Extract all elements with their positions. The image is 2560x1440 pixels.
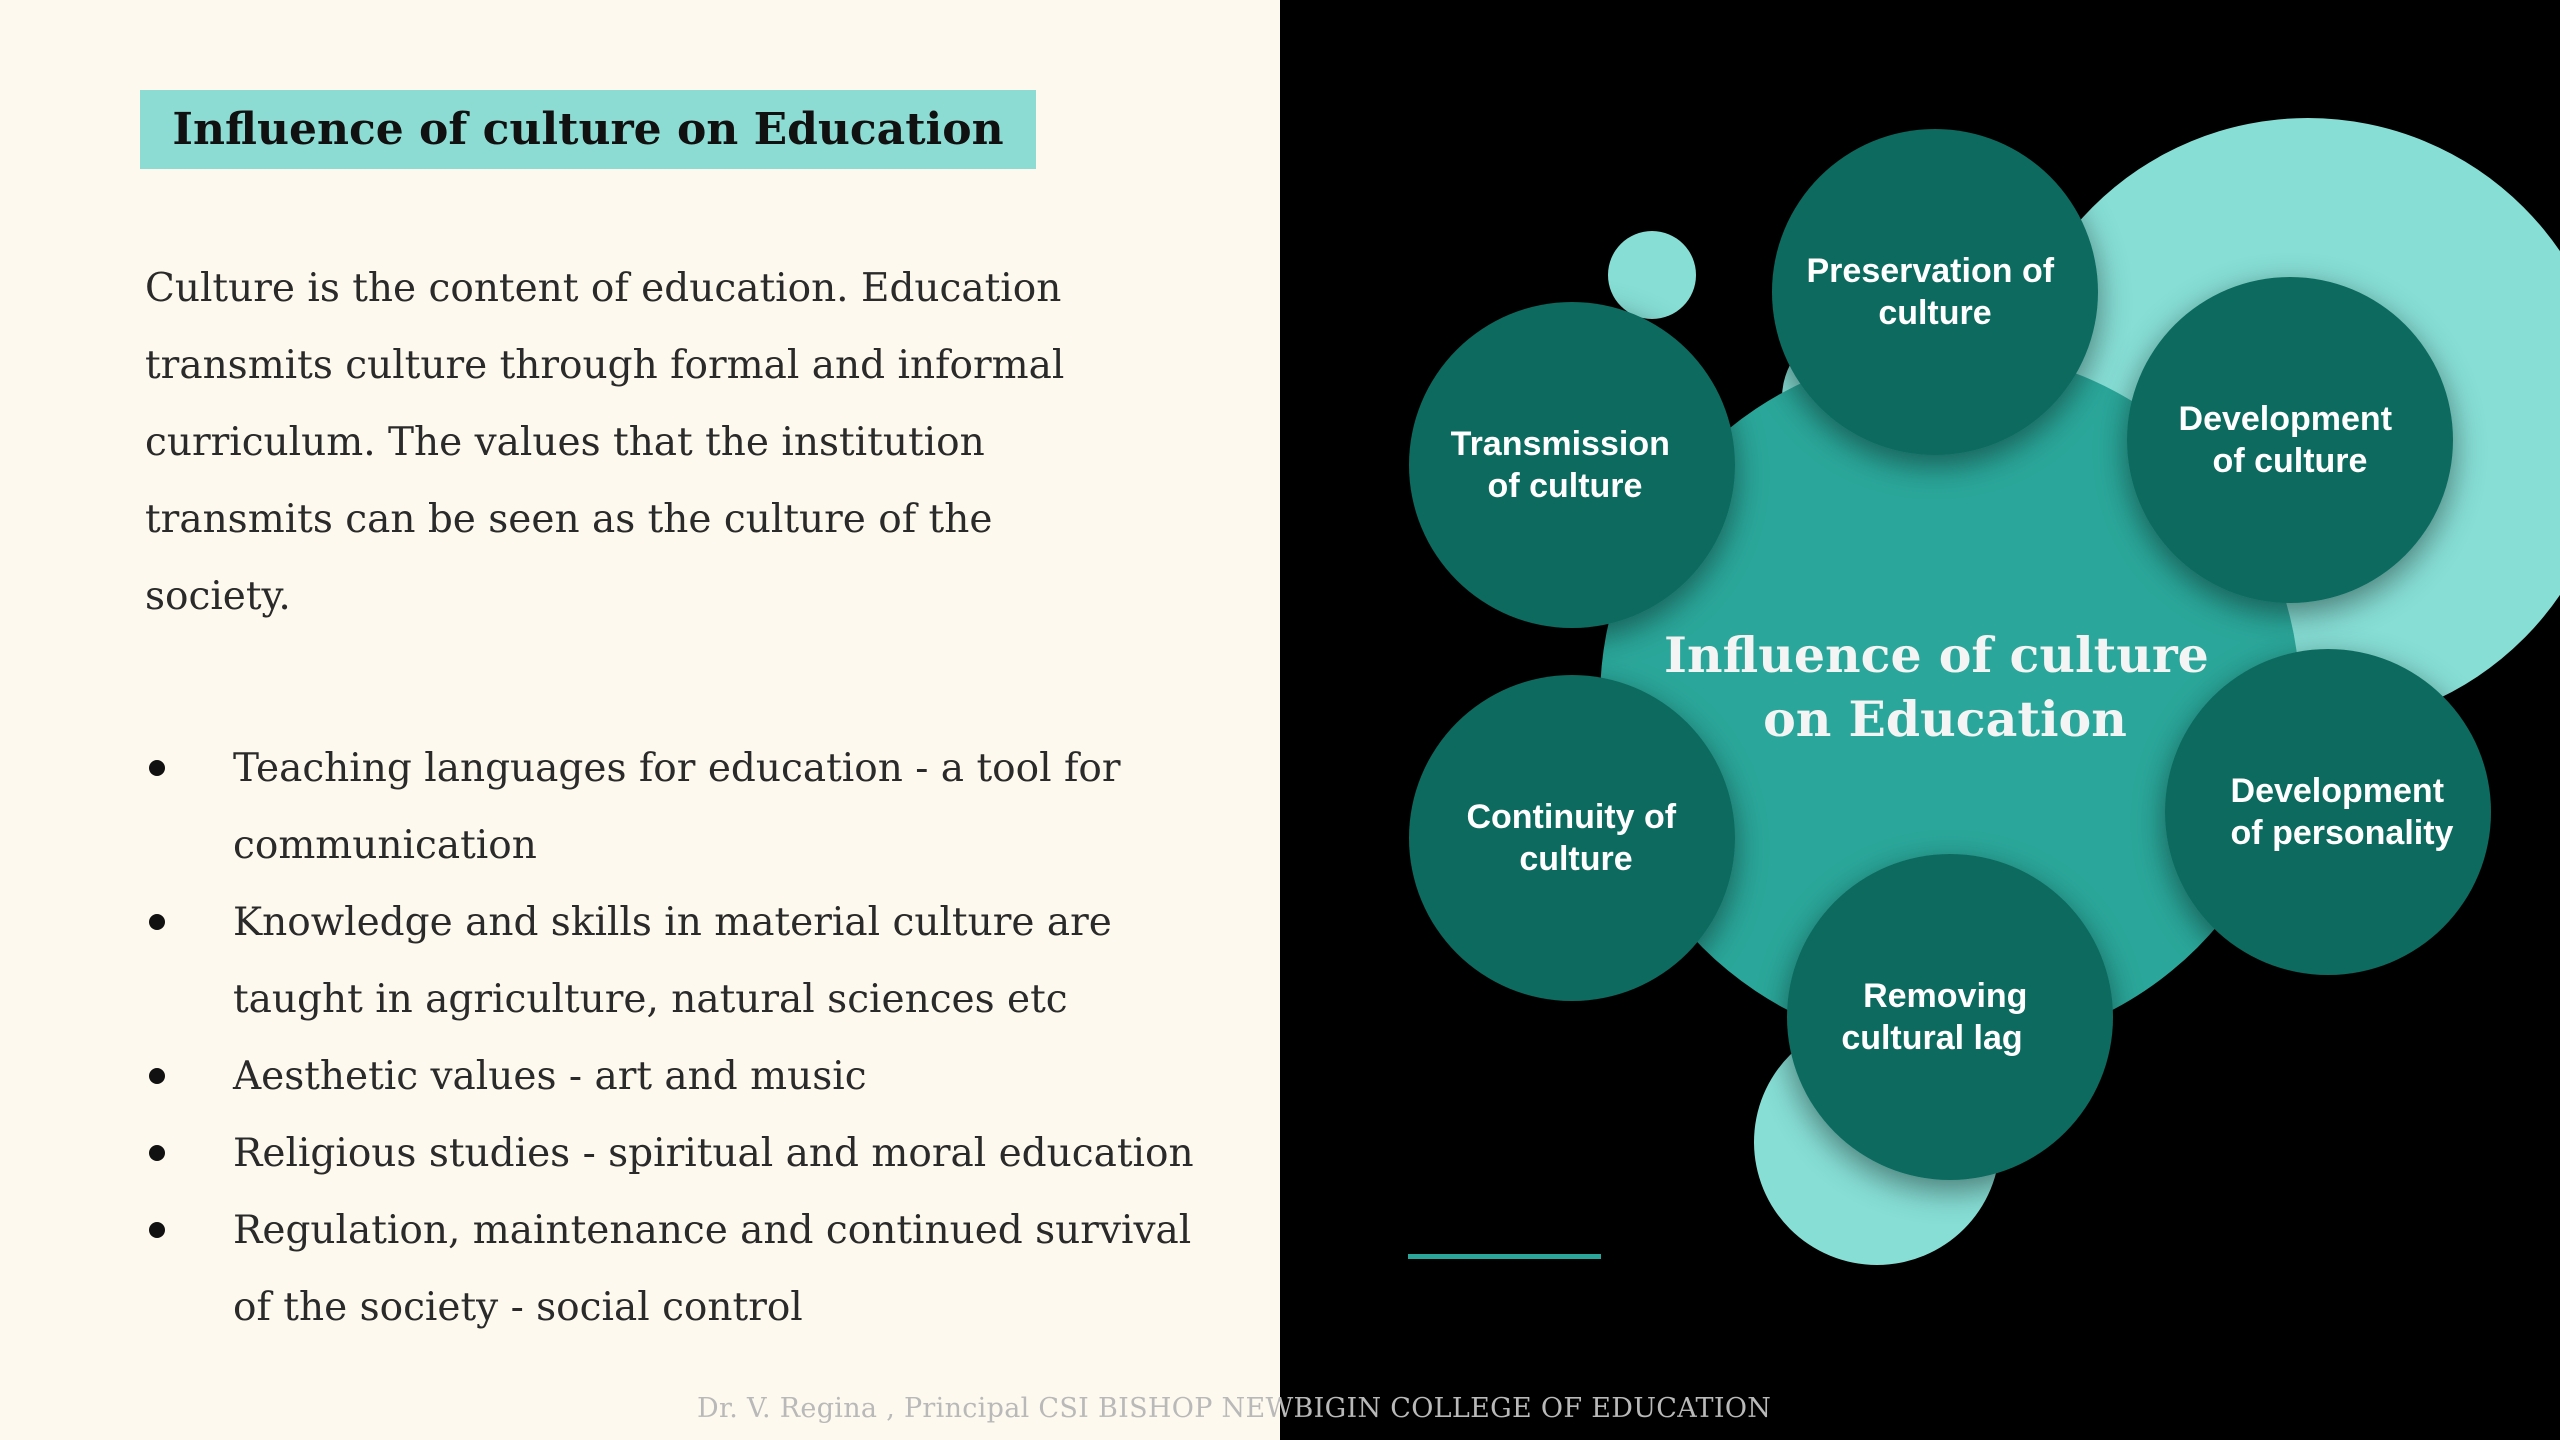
bullet-text: Religious studies - spiritual and moral education (233, 1131, 1194, 1176)
bullet-icon (149, 1145, 165, 1161)
intro-paragraph: Culture is the content of education. Education transmits culture through formal and informal curriculum. The values that the institution transmits can be seen as the culture of the society. (145, 266, 1065, 619)
svg-text:Transmission of cultur: Transmission of culture (1450, 425, 1670, 505)
svg-text:Continuity of culture: Continuity of culture (1466, 798, 1677, 878)
list-item (145, 884, 1205, 1038)
footer-credit: Dr. V. Regina , Principal CSI BISHOP NEWBIGIN COLLEGE OF EDUCATION (697, 1393, 1772, 1424)
node-preservation (1772, 129, 2098, 455)
node-continuity (1409, 675, 1735, 1001)
bubble-decor-small (1608, 231, 1696, 319)
bullet-text: Aesthetic values - art and music (233, 1054, 867, 1099)
node-transmission (1409, 302, 1735, 628)
list-item (145, 730, 1205, 884)
list-item (145, 1038, 1205, 1115)
slide-title: Influence of culture on Education (172, 104, 1004, 155)
node-development-personality (2165, 649, 2491, 975)
svg-text:Preservation of cultur: Preservation of culture (1806, 252, 2055, 332)
title-banner (140, 90, 1036, 169)
node-removing-lag (1787, 854, 2113, 1180)
list-item (145, 1192, 1205, 1346)
accent-line (1408, 1254, 1601, 1259)
bullet-text: Teaching languages for education - a tool for communication (233, 746, 1121, 868)
node-development-culture (2127, 277, 2453, 603)
list-item (145, 1115, 1205, 1192)
culture-diagram (1280, 0, 2560, 1440)
bullet-icon (149, 760, 165, 776)
svg-text:Development of culture: Development of culture (2178, 400, 2393, 480)
diagram-panel (1280, 0, 2560, 1440)
bullet-text: Regulation, maintenance and continued survival of the society - social control (233, 1208, 1192, 1330)
bullet-list (145, 730, 1205, 1346)
bullet-icon (149, 1068, 165, 1084)
svg-text:Development of persona: Development of personality (2230, 772, 2454, 852)
bullet-icon (149, 1222, 165, 1238)
center-label: Influence of culture on Education (1664, 626, 2209, 748)
bullet-icon (149, 914, 165, 930)
svg-text:Removing cultural lag: Removing cultural lag (1841, 977, 2028, 1057)
bullet-text: Knowledge and skills in material culture are taught in agriculture, natural sciences etc (233, 900, 1112, 1022)
